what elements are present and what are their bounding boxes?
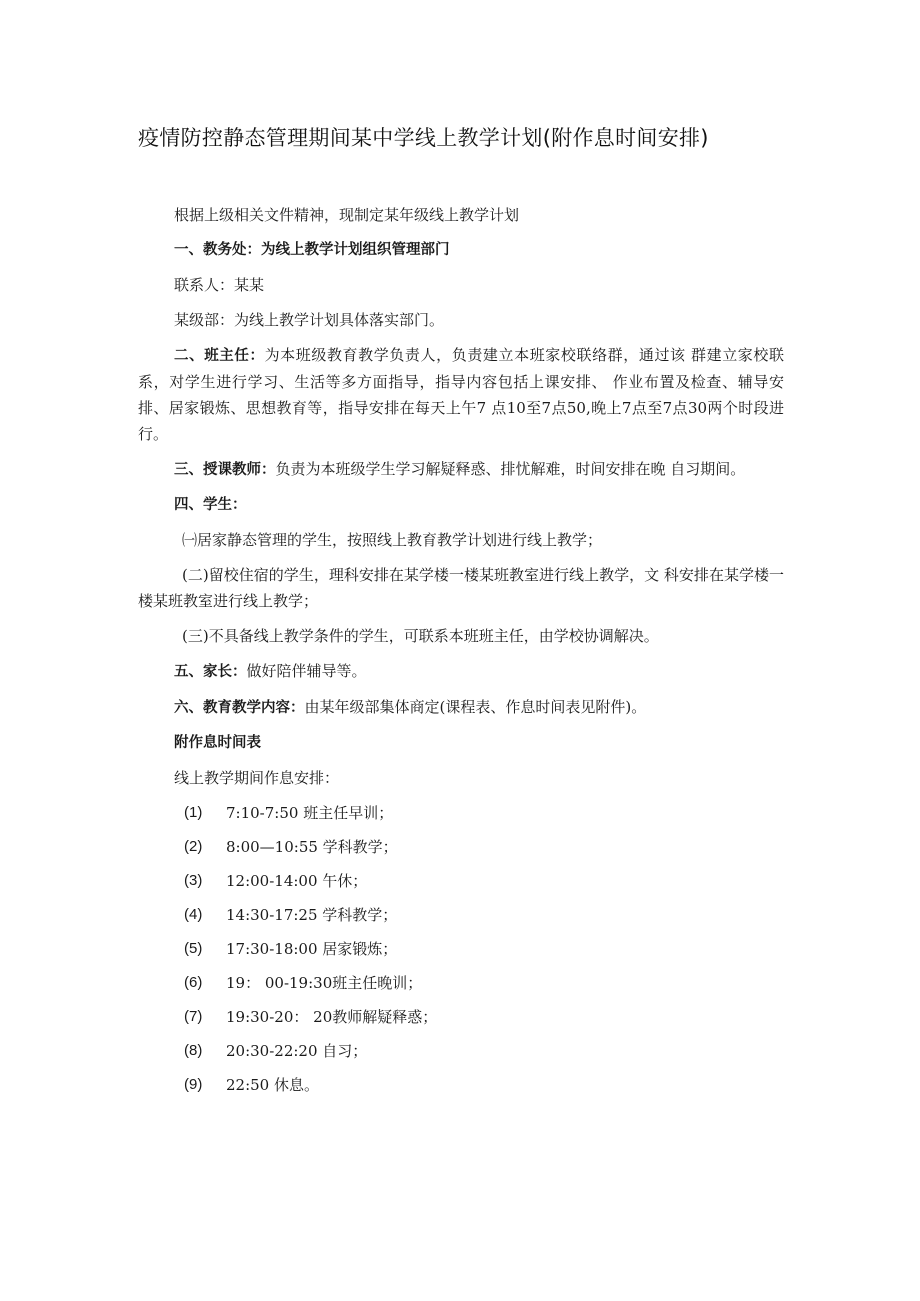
section-6-paragraph bbox=[138, 694, 784, 721]
schedule-item-number: (2) bbox=[184, 838, 203, 855]
schedule-item bbox=[138, 970, 784, 996]
section-5-label: 五、家长： bbox=[174, 664, 247, 680]
section-4-item-2: (二)留校住宿的学生，理科安排在某学楼一楼某班教室进行线上教学，文 科安排在某学楼一楼某班教室进行线上教学； bbox=[138, 566, 784, 610]
section-4-heading: 四、学生： bbox=[174, 497, 247, 513]
schedule-item-number: (3) bbox=[184, 872, 203, 889]
section-3-paragraph bbox=[138, 456, 784, 483]
schedule-item bbox=[138, 936, 784, 962]
schedule-item-number: (9) bbox=[184, 1076, 203, 1093]
schedule-item-text: 8:00—10:55 学科教学； bbox=[226, 838, 398, 856]
section-2-text: 为本班级教育教学负责人，负责建立本班家校联络群，通过该 群建立家校联系，对学生进行学习、生活等多方面指导，指导内容包括上课安排、 作业布置及检查、辅导安排、居家锻炼、思想教育等，指导安排在每天上午7 点10至7点50,晚上7点至7点30两个时段进行。 bbox=[138, 346, 784, 443]
schedule-item bbox=[138, 1038, 784, 1064]
schedule-item bbox=[138, 800, 784, 826]
section-3-label: 三、授课教师： bbox=[174, 462, 276, 478]
schedule-item-number: (1) bbox=[184, 804, 203, 821]
section-2-label: 二、班主任： bbox=[174, 348, 265, 364]
schedule-item bbox=[138, 868, 784, 894]
schedule-item-text: 22:50 休息。 bbox=[226, 1076, 319, 1094]
schedule-item-text: 20:30-22:20 自习； bbox=[226, 1042, 368, 1060]
section-2-paragraph bbox=[138, 342, 784, 447]
schedule-intro: 线上教学期间作息安排： bbox=[174, 769, 340, 787]
schedule-item-number: (8) bbox=[184, 1042, 203, 1059]
schedule-item bbox=[138, 834, 784, 860]
appendix-title: 附作息时间表 bbox=[174, 735, 261, 751]
schedule-item bbox=[138, 1072, 784, 1098]
section-1-contact: 联系人：某某 bbox=[174, 276, 265, 294]
schedule-item-number: (4) bbox=[184, 906, 203, 923]
section-5-paragraph bbox=[138, 658, 784, 685]
section-4-item-3: (三)不具备线上教学条件的学生，可联系本班班主任，由学校协调解决。 bbox=[182, 627, 659, 645]
schedule-item-text: 12:00-14:00 午休； bbox=[226, 872, 368, 890]
section-3-text: 负责为本班级学生学习解疑释惑、排忧解难，时间安排在晚 自习期间。 bbox=[275, 460, 746, 478]
section-1-heading: 一、教务处：为线上教学计划组织管理部门 bbox=[174, 242, 450, 258]
section-5-text: 做好陪伴辅导等。 bbox=[246, 662, 367, 680]
section-6-label: 六、教育教学内容： bbox=[174, 700, 305, 716]
schedule-item bbox=[138, 902, 784, 928]
document-body bbox=[138, 202, 784, 1106]
schedule-item-text: 14:30-17:25 学科教学； bbox=[226, 906, 398, 924]
schedule-item-number: (5) bbox=[184, 940, 203, 957]
schedule-item-text: 7:10-7:50 班主任早训； bbox=[226, 804, 394, 822]
schedule-item-text: 17:30-18:00 居家锻炼； bbox=[226, 940, 398, 958]
schedule-item bbox=[138, 1004, 784, 1030]
schedule-item-number: (6) bbox=[184, 974, 203, 991]
schedule-item-text: 19:30-20： 20教师解疑释惑； bbox=[226, 1008, 438, 1026]
section-6-text: 由某年级部集体商定(课程表、作息时间表见附件)。 bbox=[304, 698, 647, 716]
document-title: 疫情防控静态管理期间某中学线上教学计划(附作息时间安排) bbox=[138, 126, 709, 150]
schedule-item-number: (7) bbox=[184, 1008, 203, 1025]
section-4-item-1: ㈠居家静态管理的学生，按照线上教育教学计划进行线上教学； bbox=[182, 531, 603, 549]
schedule-list bbox=[138, 800, 784, 1098]
intro-paragraph: 根据上级相关文件精神，现制定某年级线上教学计划 bbox=[174, 206, 520, 224]
schedule-item-text: 19： 00-19:30班主任晚训； bbox=[226, 974, 423, 992]
section-1-department: 某级部：为线上教学计划具体落实部门。 bbox=[174, 311, 445, 329]
